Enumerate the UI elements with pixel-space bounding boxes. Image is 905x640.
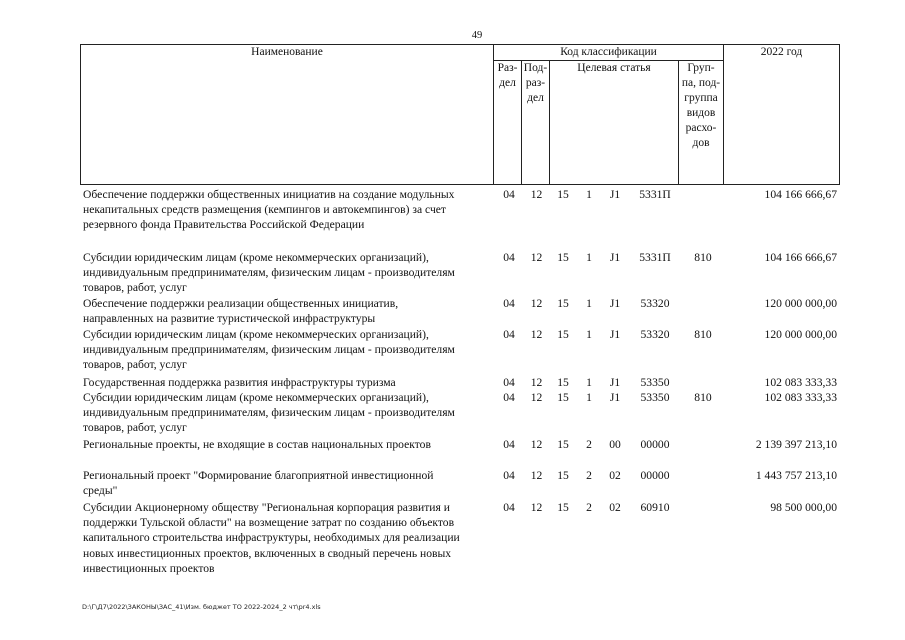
row-name: Региональные проекты, не входящие в состав национальных проектов xyxy=(83,438,431,451)
header-group: Груп- па, под- группа видов расхо- дов xyxy=(681,62,721,149)
row-code: 53350 xyxy=(640,376,670,389)
file-path-footer: D:\Г\Д7\2022\ЗАКОНЫ\ЗАС_41\Изм. бюджет ТО 2022-2024_2 чт\pr4.xls xyxy=(82,603,321,611)
row-program: 15 xyxy=(557,188,569,201)
row-code: 53320 xyxy=(640,328,670,341)
row-razdel: 04 xyxy=(503,251,515,264)
row-direction: J1 xyxy=(609,188,621,201)
row-code: 53320 xyxy=(640,297,670,310)
row-razdel: 04 xyxy=(503,438,515,451)
row-name: Государственная поддержка развития инфраструктуры туризма xyxy=(83,376,396,389)
row-name: Субсидии Акционерному обществу "Региональная корпорация развития и поддержки Тульской области" на возмещение затрат по созданию объектов капитального строительства инфраструктуры, необходимых для реализации новых инвестиционных проектов, включенных в сводный перечень новых инвестиционных проектов xyxy=(83,501,460,575)
row-program: 15 xyxy=(557,391,569,404)
row-name: Региональный проект "Формирование благоприятной инвестиционной среды" xyxy=(83,469,434,498)
row-razdel: 04 xyxy=(503,469,515,482)
row-subprogram: 1 xyxy=(586,251,592,264)
row-code: 60910 xyxy=(640,501,670,514)
row-amount: 98 500 000,00 xyxy=(770,501,837,514)
row-subprogram: 2 xyxy=(586,469,592,482)
row-razdel: 04 xyxy=(503,297,515,310)
row-direction: 02 xyxy=(609,501,621,514)
row-code: 53350 xyxy=(640,391,670,404)
row-amount: 1 443 757 213,10 xyxy=(755,469,837,482)
row-expense-type: 810 xyxy=(694,391,712,404)
header-name: Наименование xyxy=(251,46,323,58)
header-razdel: Раз- дел xyxy=(497,62,518,89)
row-razdel: 04 xyxy=(503,188,515,201)
row-amount: 102 083 333,33 xyxy=(764,376,837,389)
row-subprogram: 1 xyxy=(586,391,592,404)
row-podrazdel: 12 xyxy=(530,188,543,201)
row-name: Субсидии юридическим лицам (кроме некоммерческих организаций), индивидуальным предпринимателям, физическим лицам - производителям товаров, работ, услуг xyxy=(83,328,455,372)
row-razdel: 04 xyxy=(503,376,515,389)
header-target-article: Целевая статья xyxy=(577,62,651,74)
row-podrazdel: 12 xyxy=(530,391,543,404)
row-amount: 104 166 666,67 xyxy=(764,251,837,264)
row-amount: 120 000 000,00 xyxy=(764,328,837,341)
row-podrazdel: 12 xyxy=(530,297,543,310)
row-amount: 2 139 397 213,10 xyxy=(755,438,837,451)
row-name: Обеспечение поддержки общественных инициатив на создание модульных некапитальных средств размещения (кемпингов и автокемпингов) за счет резервного фонда Правительства Российской Федерации xyxy=(83,188,455,232)
row-razdel: 04 xyxy=(503,501,515,514)
row-podrazdel: 12 xyxy=(530,501,543,514)
row-program: 15 xyxy=(557,501,569,514)
row-name: Субсидии юридическим лицам (кроме некоммерческих организаций), индивидуальным предпринимателям, физическим лицам - производителям товаров, работ, услуг xyxy=(83,391,455,435)
row-code: 00000 xyxy=(640,469,670,482)
row-name: Обеспечение поддержки реализации общественных инициатив, направленных на развитие туристической инфраструктуры xyxy=(83,297,399,326)
row-program: 15 xyxy=(557,376,569,389)
header-year: 2022 год xyxy=(760,46,803,58)
row-direction: J1 xyxy=(609,391,621,404)
row-code: 5331П xyxy=(639,188,671,201)
row-direction: J1 xyxy=(609,328,621,341)
row-amount: 120 000 000,00 xyxy=(764,297,837,310)
row-subprogram: 1 xyxy=(586,297,592,310)
row-program: 15 xyxy=(557,328,569,341)
row-podrazdel: 12 xyxy=(530,328,543,341)
row-razdel: 04 xyxy=(503,328,515,341)
row-razdel: 04 xyxy=(503,391,515,404)
row-expense-type: 810 xyxy=(694,251,712,264)
row-podrazdel: 12 xyxy=(530,469,543,482)
row-code: 00000 xyxy=(640,438,670,451)
row-name: Субсидии юридическим лицам (кроме некоммерческих организаций), индивидуальным предпринимателям, физическим лицам - производителям товаров, работ, услуг xyxy=(83,251,455,295)
row-direction: 02 xyxy=(609,469,621,482)
row-subprogram: 2 xyxy=(586,501,592,514)
row-program: 15 xyxy=(557,251,569,264)
row-subprogram: 1 xyxy=(586,328,592,341)
row-podrazdel: 12 xyxy=(530,376,543,389)
row-program: 15 xyxy=(557,469,569,482)
row-direction: J1 xyxy=(609,251,621,264)
row-subprogram: 2 xyxy=(586,438,592,451)
row-expense-type: 810 xyxy=(694,328,712,341)
row-program: 15 xyxy=(557,438,569,451)
row-subprogram: 1 xyxy=(586,376,592,389)
header-podrazdel: Под- раз- дел xyxy=(523,62,548,104)
row-subprogram: 1 xyxy=(586,188,592,201)
row-amount: 102 083 333,33 xyxy=(764,391,837,404)
row-amount: 104 166 666,67 xyxy=(764,188,837,201)
row-podrazdel: 12 xyxy=(530,438,543,451)
header-classification: Код классификации xyxy=(560,46,657,58)
row-direction: J1 xyxy=(609,376,621,389)
row-direction: J1 xyxy=(609,297,621,310)
page-number: 49 xyxy=(471,30,483,41)
row-program: 15 xyxy=(557,297,569,310)
row-code: 5331П xyxy=(639,251,671,264)
row-direction: 00 xyxy=(609,438,621,451)
row-podrazdel: 12 xyxy=(530,251,543,264)
